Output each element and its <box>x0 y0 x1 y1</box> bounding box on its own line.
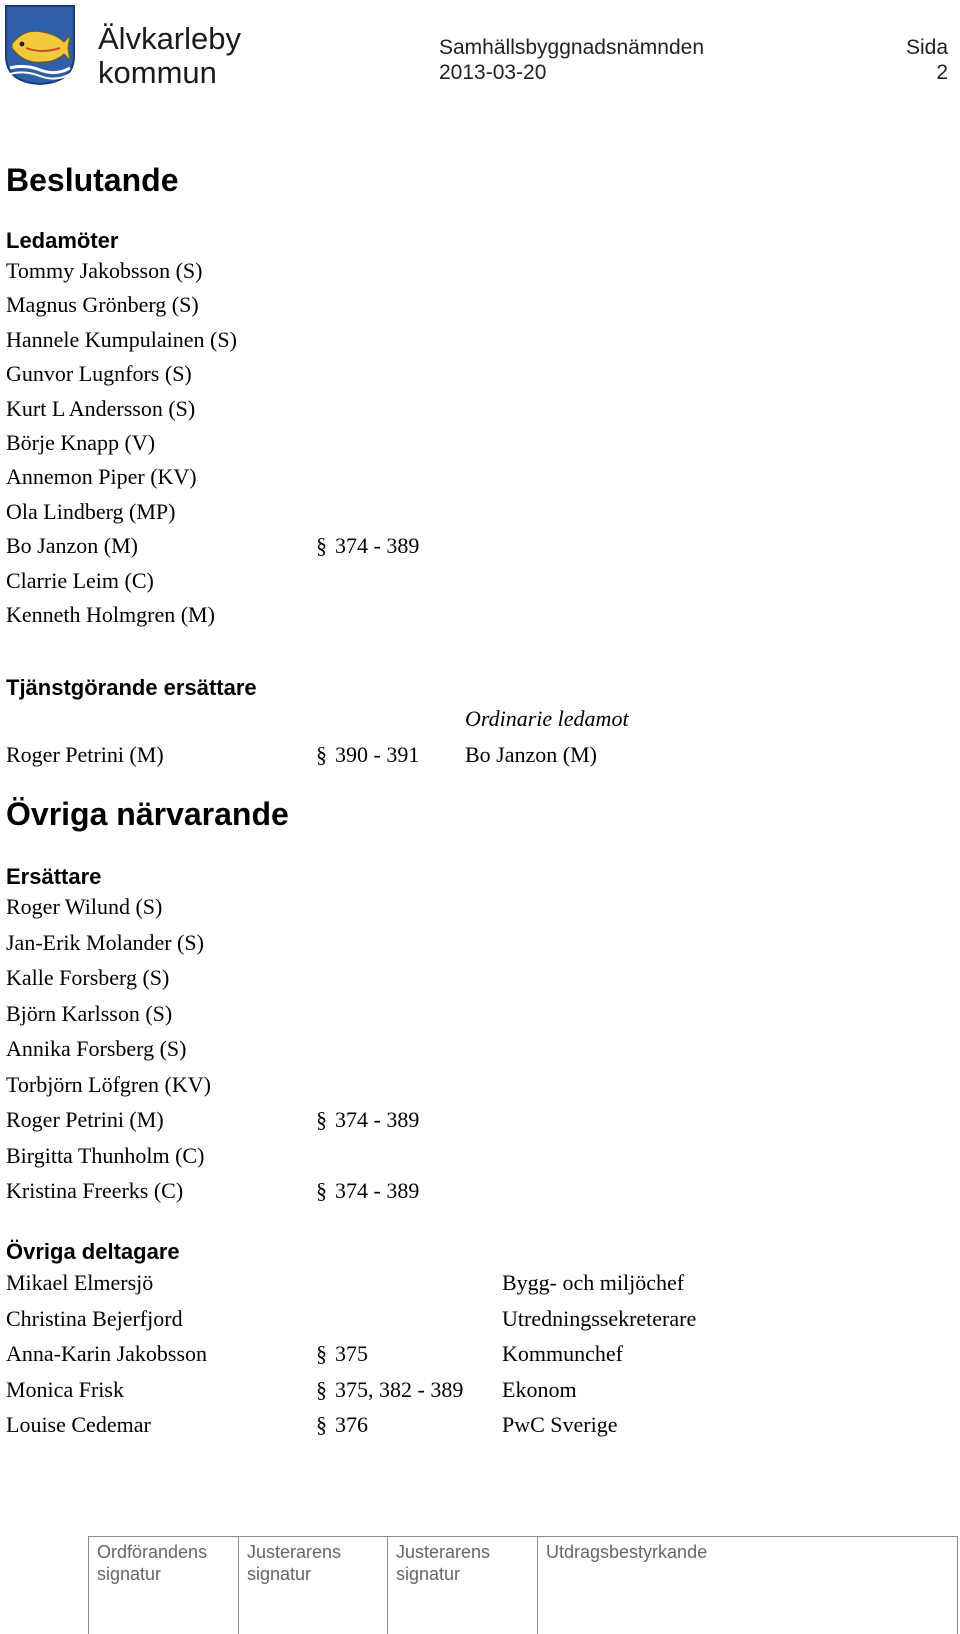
subheading-ledamoter: Ledamöter <box>6 228 119 253</box>
attendee-name: Magnus Grönberg (S) <box>6 292 199 318</box>
attendee-name: Birgitta Thunholm (C) <box>6 1142 205 1168</box>
attendee-role: Ekonom <box>502 1376 577 1402</box>
subheading-tjanstgorande-ersattare: Tjänstgörande ersättare <box>6 675 257 700</box>
signature-cell-justerare-1 <box>238 1537 387 1634</box>
paragraph-numbers: 374 - 389 <box>335 533 420 559</box>
attendee-name: Tommy Jakobsson (S) <box>6 258 203 283</box>
paragraph-sign: § <box>316 1178 327 1203</box>
signature-label: signatur <box>396 1564 461 1584</box>
attendee-name: Christina Bejerfjord <box>6 1305 183 1331</box>
attendee-role: Bygg- och miljöchef <box>502 1270 685 1295</box>
attendee-name: Mikael Elmersjö <box>6 1270 154 1295</box>
page-label: Sida <box>905 36 948 59</box>
paragraph-sign: § <box>316 1376 327 1402</box>
attendee-name: Kenneth Holmgren (M) <box>6 602 215 627</box>
subheading-ovriga-deltagare: Övriga deltagare <box>6 1239 180 1264</box>
attendee-name: Annemon Piper (KV) <box>6 464 197 490</box>
attendee-name: Hannele Kumpulainen (S) <box>6 326 237 352</box>
paragraph-reference <box>316 1341 368 1367</box>
attendee-name: Monica Frisk <box>6 1376 124 1402</box>
attendee-role: PwC Sverige <box>502 1412 618 1437</box>
attendee-name: Annika Forsberg (S) <box>6 1036 187 1061</box>
page-number: 2 <box>936 61 948 84</box>
column-header-ordinarie-ledamot: Ordinarie ledamot <box>465 706 629 731</box>
section-title-beslutande: Beslutande <box>6 162 179 198</box>
signature-box <box>88 1536 958 1634</box>
attendee-name: Clarrie Leim (C) <box>6 567 154 593</box>
paragraph-numbers: 375, 382 - 389 <box>335 1376 464 1402</box>
paragraph-sign: § <box>316 742 327 767</box>
municipality-name <box>98 22 241 90</box>
signature-label: Justerarens <box>396 1542 491 1562</box>
signature-label: Utdragsbestyrkande <box>546 1542 708 1562</box>
signature-label: signatur <box>247 1564 312 1584</box>
paragraph-reference <box>316 1107 419 1133</box>
brand-line-1: Älvkarleby <box>98 21 241 56</box>
attendee-name: Louise Cedemar <box>6 1412 151 1437</box>
paragraph-reference <box>316 1412 368 1438</box>
paragraph-sign: § <box>316 1341 327 1366</box>
brand-line-2: kommun <box>98 55 217 90</box>
attendee-name: Björn Karlsson (S) <box>6 1000 173 1026</box>
signature-cell-justerare-2 <box>387 1537 537 1634</box>
attendee-role: Kommunchef <box>502 1341 623 1366</box>
attendee-name: Ola Lindberg (MP) <box>6 498 176 524</box>
paragraph-reference <box>316 533 419 559</box>
signature-label: Ordförandens <box>97 1542 208 1562</box>
paragraph-reference <box>316 1178 419 1204</box>
attendee-name: Bo Janzon (M) <box>6 533 138 559</box>
paragraph-numbers: 376 <box>335 1412 368 1437</box>
attendee-name: Kurt L Andersson (S) <box>6 395 196 421</box>
attendee-name: Kristina Freerks (C) <box>6 1178 184 1203</box>
signature-box-right-border <box>957 1537 958 1634</box>
paragraph-numbers: 374 - 389 <box>335 1107 420 1132</box>
paragraph-numbers: 375 <box>335 1341 368 1366</box>
committee-name: Samhällsbyggnadsnämnden <box>439 36 705 59</box>
attendee-name: Roger Petrini (M) <box>6 742 164 767</box>
signature-label: signatur <box>97 1564 162 1584</box>
paragraph-reference <box>316 742 419 768</box>
section-title-ovriga-narvarande: Övriga närvarande <box>6 796 289 832</box>
meeting-date: 2013-03-20 <box>439 61 547 84</box>
attendee-role: Utredningssekreterare <box>502 1305 697 1331</box>
attendee-name: Jan-Erik Molander (S) <box>6 929 204 955</box>
signature-label: Justerarens <box>247 1542 342 1562</box>
municipality-coat-of-arms-logo <box>4 4 76 86</box>
signature-cell-utdragsbestyrkande <box>537 1537 958 1634</box>
paragraph-numbers: 390 - 391 <box>335 742 420 767</box>
paragraph-sign: § <box>316 533 327 559</box>
ordinarie-ledamot-name: Bo Janzon (M) <box>465 742 597 767</box>
attendee-name: Torbjörn Löfgren (KV) <box>6 1071 211 1097</box>
paragraph-sign: § <box>316 1412 327 1437</box>
attendee-name: Kalle Forsberg (S) <box>6 965 170 990</box>
attendee-name: Roger Wilund (S) <box>6 894 163 919</box>
attendee-name: Börje Knapp (V) <box>6 430 156 455</box>
attendee-name: Gunvor Lugnfors (S) <box>6 361 192 387</box>
paragraph-sign: § <box>316 1107 327 1132</box>
paragraph-numbers: 374 - 389 <box>335 1178 420 1203</box>
attendee-name: Roger Petrini (M) <box>6 1107 164 1132</box>
subheading-ersattare: Ersättare <box>6 864 102 889</box>
signature-cell-ordforande <box>88 1537 238 1634</box>
paragraph-reference <box>316 1377 463 1403</box>
attendee-name: Anna-Karin Jakobsson <box>6 1341 208 1366</box>
